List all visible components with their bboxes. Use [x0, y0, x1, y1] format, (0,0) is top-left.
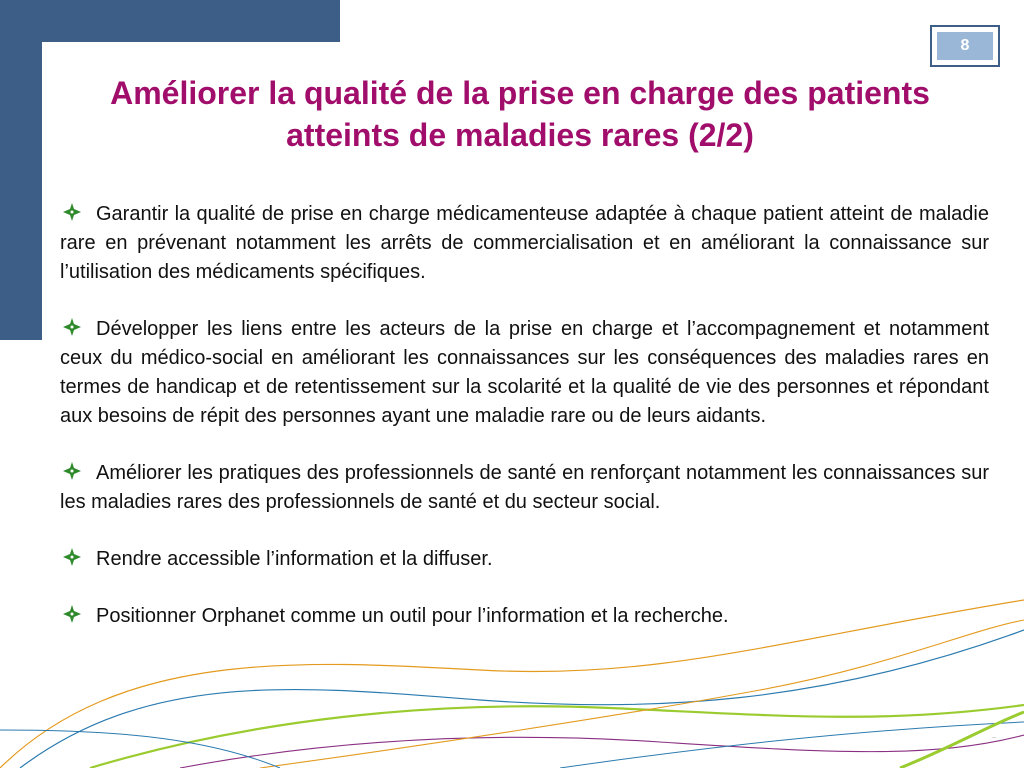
bullet-item-4	[60, 545, 989, 574]
bullet-item-2	[60, 315, 989, 431]
diamond-bullet-icon	[62, 547, 82, 567]
bullet-text: Positionner Orphanet comme un outil pour l’information et la recherche.	[96, 605, 729, 627]
bullet-list	[60, 200, 989, 659]
page-number: 8	[937, 32, 993, 60]
bullet-text: Développer les liens entre les acteurs de la prise en charge et l’accompagnement et notamment ceux du médico-social en améliorant les connaissances sur les conséquences des maladies rares en termes de handicap et de retentissement sur la scolarité et la qualité de vie des personnes et répondant aux besoins de répit des personnes ayant une maladie rare ou de leurs aidants.	[60, 318, 989, 427]
diamond-bullet-icon	[62, 604, 82, 624]
footer-mark: ..	[992, 733, 996, 740]
diamond-bullet-icon	[62, 202, 82, 222]
page-number-badge	[930, 25, 1000, 67]
bullet-item-1	[60, 200, 989, 287]
diamond-bullet-icon	[62, 461, 82, 481]
slide-title: Améliorer la qualité de la prise en charge des patients atteints de maladies rares (2/2)	[110, 75, 930, 153]
bullet-text: Rendre accessible l’information et la diffuser.	[96, 548, 493, 570]
bullet-item-3	[60, 459, 989, 517]
bullet-item-5	[60, 602, 989, 631]
bullet-text: Améliorer les pratiques des professionnels de santé en renforçant notamment les connaissances sur les maladies rares des professionnels de santé et du secteur social.	[60, 462, 989, 513]
bullet-text: Garantir la qualité de prise en charge médicamenteuse adaptée à chaque patient atteint de maladie rare en prévenant notamment les arrêts de commercialisation et en améliorant la connaissance sur l’utilisation des médicaments spécifiques.	[60, 203, 989, 283]
diamond-bullet-icon	[62, 317, 82, 337]
